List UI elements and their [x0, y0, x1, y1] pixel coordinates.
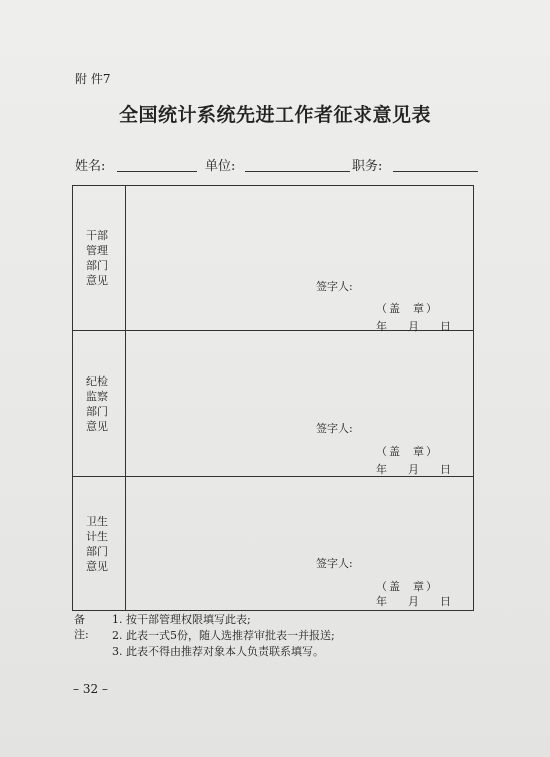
attachment-label: 附 件7 [75, 72, 111, 86]
date-day: 日 [440, 595, 451, 608]
date-day: 日 [440, 463, 451, 476]
unit-label: 单位: [205, 159, 236, 174]
section-label-cell [73, 186, 126, 331]
date-month: 月 [408, 463, 419, 476]
unit-field[interactable] [245, 171, 350, 172]
section-label-cell [73, 331, 126, 477]
signer-label: 签字人: [316, 557, 353, 570]
signer-label: 签字人: [316, 422, 353, 435]
date-month: 月 [408, 320, 419, 333]
position-field[interactable] [393, 171, 478, 172]
section-row [73, 331, 474, 477]
date-day: 日 [440, 320, 451, 333]
date-year: 年 [376, 463, 387, 476]
date-month: 月 [408, 595, 419, 608]
seal-label: （盖 章） [376, 580, 439, 593]
position-label: 职务: [352, 159, 383, 174]
notes-label: 备注: [74, 613, 89, 641]
name-label: 姓名: [75, 159, 106, 174]
seal-label: （盖 章） [376, 445, 439, 458]
note-text: 2. 此表一式5份，随人选推荐审批表一并报送; [112, 629, 335, 642]
opinion-cell[interactable] [126, 186, 474, 331]
section-label: 卫生计生部门意见 [86, 514, 108, 573]
note-text: 3. 此表不得由推荐对象本人负责联系填写。 [112, 645, 324, 658]
section-label: 干部管理部门意见 [86, 229, 108, 287]
signer-label: 签字人: [316, 280, 353, 293]
note-text: 1. 按干部管理权限填写此表; [112, 613, 251, 626]
section-row [73, 186, 474, 331]
info-row [75, 153, 480, 175]
section-label: 纪检监察部门意见 [86, 374, 108, 433]
opinion-cell[interactable] [126, 331, 474, 477]
section-label-cell [73, 477, 126, 611]
name-field[interactable] [117, 171, 197, 172]
opinion-table [72, 185, 474, 611]
opinion-cell[interactable] [126, 477, 474, 611]
date-year: 年 [376, 595, 387, 608]
page-number: – 32 – [73, 682, 108, 696]
seal-label: （盖 章） [376, 302, 439, 315]
date-year: 年 [376, 320, 387, 333]
section-row [73, 477, 474, 611]
page-title: 全国统计系统先进工作者征求意见表 [118, 104, 431, 126]
